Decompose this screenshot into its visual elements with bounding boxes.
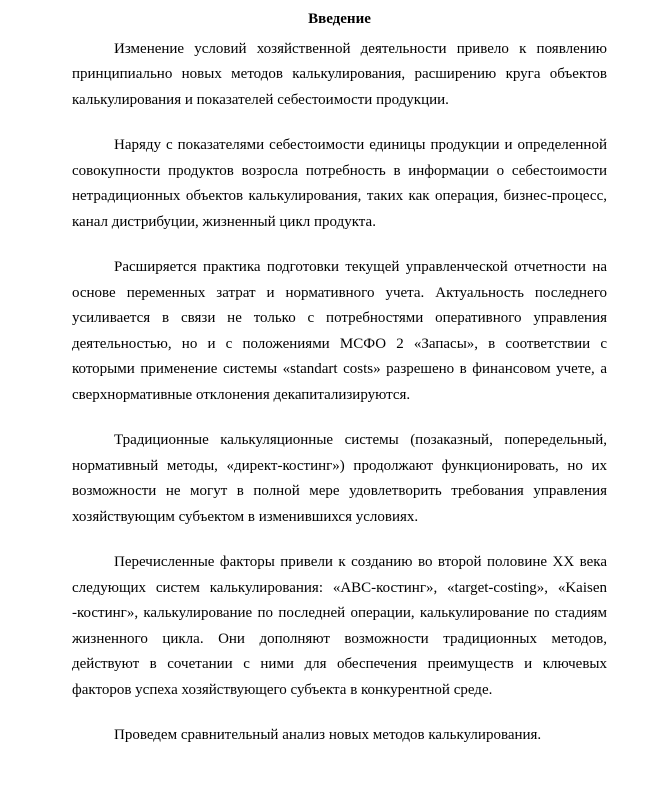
paragraph-2: Наряду с показателями себестоимости единицы продукции и определенной совокупности продуктов возросла потребность в информации о себестоимости нетрадиционных объектов калькулирования, таких как операция, бизнес-процесс, канал дистрибуции, жизненный цикл продукта. xyxy=(72,137,607,230)
paragraph-6: Проведем сравнительный анализ новых методов калькулирования. xyxy=(114,727,542,743)
paragraph-4: Традиционные калькуляционные системы (позаказный, попередельный, нормативный методы, «директ-костинг») продолжают функционировать, но их возможности не могут в полной мере удовлетворить требования управления хозяйствующим субъектом в изменившихся условиях. xyxy=(72,432,607,525)
paragraph-1: Изменение условий хозяйственной деятельности привело к появлению принципиально новых методов калькулирования, расширению круга объектов калькулирования и показателей себестоимости продукции. xyxy=(72,40,607,108)
section-title: Введение xyxy=(308,11,371,27)
paragraph-5: Перечисленные факторы привели к созданию во второй половине XX века следующих систем калькулирования: «АВС-костинг», «target-costing», «Kaisen -костинг», калькулирование по последней операции, калькулирование по стадиям жизненного цикла. Они дополняют возможности традиционных методов, действуют в сочетании с ними для обеспечения преимуществ и ключевых факторов успеха хозяйствующего субъекта в конкурентной среде. xyxy=(72,554,607,698)
paragraph-3: Расширяется практика подготовки текущей управленческой отчетности на основе переменных затрат и нормативного учета. Актуальность последнего усиливается в связи не только с потребностями оперативного управления деятельностью, но и с положениями МСФО 2 «Запасы», в соответствии с которыми применение системы «standart costs» разрешено в финансовом учете, а сверхнормативные отклонения декапитализируются. xyxy=(72,259,607,403)
document-page xyxy=(72,0,607,749)
